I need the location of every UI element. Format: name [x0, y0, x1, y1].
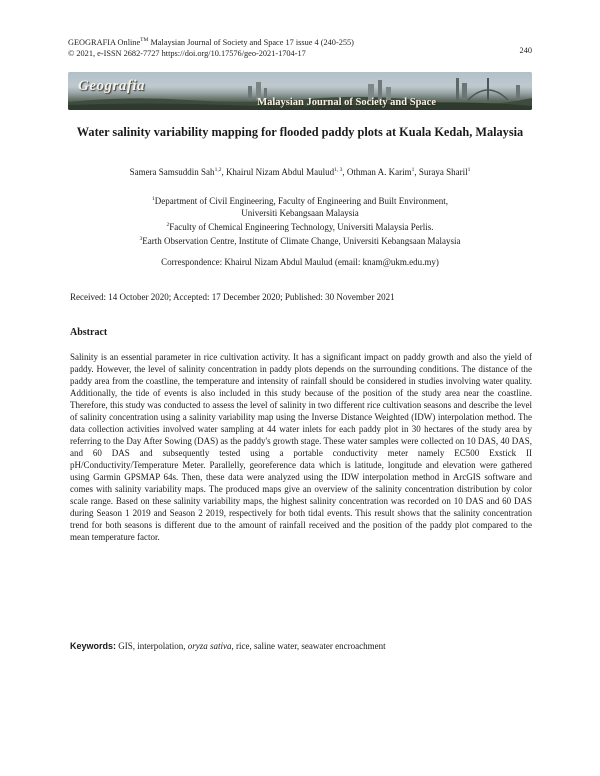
affiliation: [70, 219, 530, 233]
doi-line: © 2021, e-ISSN 2682-7727 https://doi.org/10.17576/geo-2021-1704-17: [68, 48, 306, 58]
author-list: Samera Samsuddin Sah$^{1,2}$, Khairul Nizam Abdul Maulud$^{1, 3}$, Othman A. Karim$^1$, Suraya Sharil$^1$: [129, 167, 471, 177]
journal-name: GEOGRAFIA Online: [68, 37, 141, 47]
affiliation: [70, 193, 530, 207]
affiliation-text: Faculty of Chemical Engineering Technology, Universiti Malaysia Perlis.: [169, 222, 434, 232]
keywords: [70, 641, 386, 651]
author-affiliation-mark: 1: [411, 167, 415, 173]
affiliation-list: [70, 193, 530, 247]
affiliation-continuation: Universiti Kebangsaan Malaysia: [241, 208, 359, 218]
affiliation-mark: 3: [139, 236, 143, 242]
affiliation-mark: 1: [152, 196, 155, 202]
keywords-label: Keywords:: [70, 641, 117, 651]
journal-issue: Malaysian Journal of Society and Space 17 issue 4 (240-255): [148, 37, 354, 47]
author-affiliation-mark: 1, 3: [334, 167, 343, 173]
affiliation-text: Department of Civil Engineering, Faculty of Engineering and Built Environment,: [154, 196, 448, 206]
page-number: 240: [519, 46, 532, 55]
correspondence: Correspondence: Khairul Nizam Abdul Maulud (email: knam@ukm.edu.my): [161, 257, 439, 267]
affiliation: [70, 233, 530, 247]
affiliation-text: Earth Observation Centre, Institute of Climate Change, Universiti Kebangsaan Malaysia: [142, 236, 461, 246]
author-affiliation-mark: 1,2: [214, 167, 222, 173]
keywords-text: GIS, interpolation,: [116, 641, 188, 651]
geografia-logo: Geografia: [78, 78, 145, 94]
running-head: [68, 35, 354, 59]
affiliation-mark: 2: [166, 222, 170, 228]
author-name: Suraya Sharil: [418, 167, 468, 177]
author-name: Othman A. Karim: [346, 167, 412, 177]
abstract-heading: Abstract: [70, 327, 108, 338]
paper-title: Water salinity variability mapping for flooded paddy plots at Kuala Kedah, Malaysia: [76, 125, 524, 139]
journal-banner: [68, 72, 532, 110]
author-affiliation-mark: 1: [467, 167, 471, 173]
abstract-body: Salinity is an essential parameter in rice cultivation activity. It has a significant impact on paddy growth and also the yield of paddy. However, the level of salinity concentration in paddy plots depends on the surrounding conditions. The distance of the paddy area from the coastline, the temperature and intensity of rainfall should be considered in studies involving water quality. Additionally, the tide of events is also included in this study because of the position of the study area near the coastline. Therefore, this study was conducted to assess the level of salinity in two different rice cultivation seasons and describe the level of salinity concentration using a salinity variability map using the Inverse Distance Weighted (IDW) interpolation method. The data collection activities involved water sampling at 44 water inlets for each paddy plot in 30 hectares of the study area by referring to the Day After Sowing (DAS) as the paddy's growth stage. These water samples were collected on 10 DAS, 40 DAS, and 60 DAS and subsequently tested using a portable conductivity meter namely EC500 Exstick II pH/Conductivity/Temperature Meter. Parallelly, georeference data which is latitude, longitude and elevation were gathered using Garmin GPSMAP 64s. Then, these data were analyzed using the IDW interpolation method in ArcGIS software and comes with salinity variability maps. The produced maps give an overview of the salinity concentration distribution by color scale range. Based on these salinity variability maps, the highest salinity concentration was recorded on 10 DAS and 60 DAS during Season 1 2019 and Season 2 2019, respectively for both tidal events. This result shows that the salinity concentration trend for both seasons is different due to the amount of rainfall received and the position of the paddy plot compared to the mean temperature factor.: [70, 352, 532, 542]
banner-title: Malaysian Journal of Society and Space: [257, 97, 436, 108]
author-name: Samera Samsuddin Sah: [129, 167, 215, 177]
author-name: Khairul Nizam Abdul Maulud: [225, 167, 335, 177]
journal-line: [68, 35, 354, 48]
publication-dates: Received: 14 October 2020; Accepted: 17 December 2020; Published: 30 November 2021: [70, 292, 395, 302]
trademark-mark: TM: [140, 37, 149, 43]
keywords-text: , rice, saline water, seawater encroachment: [231, 641, 386, 651]
keyword-italic: oryza sativa: [187, 641, 232, 651]
